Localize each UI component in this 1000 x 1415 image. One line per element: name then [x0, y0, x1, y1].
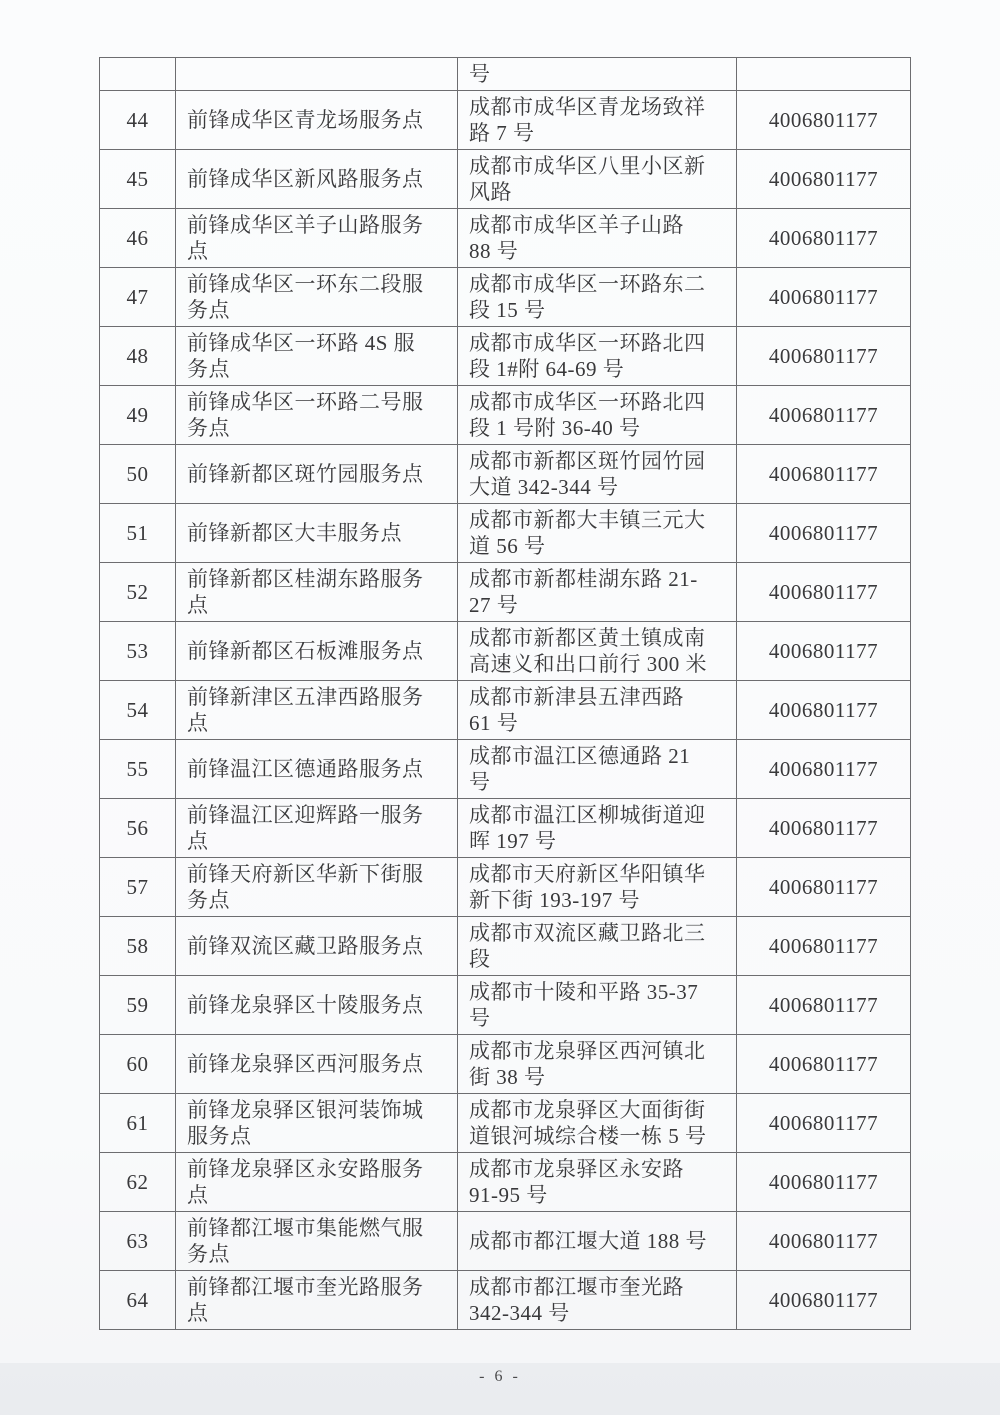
row-number-cell: 61 [100, 1094, 176, 1153]
row-number-cell: 57 [100, 858, 176, 917]
table-row [100, 1035, 911, 1094]
table-row [100, 91, 911, 150]
service-point-name-cell: 前锋成华区新风路服务点 [176, 150, 458, 209]
phone-cell: 4006801177 [737, 799, 911, 858]
row-number-cell: 50 [100, 445, 176, 504]
table-row [100, 563, 911, 622]
phone-cell: 4006801177 [737, 681, 911, 740]
table-row [100, 209, 911, 268]
row-number-cell: 64 [100, 1271, 176, 1330]
phone-cell: 4006801177 [737, 504, 911, 563]
table-row [100, 150, 911, 209]
table-row [100, 622, 911, 681]
phone-cell: 4006801177 [737, 1094, 911, 1153]
address-cell: 成都市成华区一环路东二段 15 号 [458, 268, 737, 327]
service-point-name-cell: 前锋新都区桂湖东路服务点 [176, 563, 458, 622]
table-row [100, 1094, 911, 1153]
table-row [100, 917, 911, 976]
address-cell: 成都市龙泉驿区西河镇北街 38 号 [458, 1035, 737, 1094]
phone-cell: 4006801177 [737, 976, 911, 1035]
address-cell: 成都市新都大丰镇三元大道 56 号 [458, 504, 737, 563]
service-point-name-cell: 前锋成华区一环东二段服务点 [176, 268, 458, 327]
phone-cell: 4006801177 [737, 1271, 911, 1330]
row-number-cell: 48 [100, 327, 176, 386]
phone-cell: 4006801177 [737, 386, 911, 445]
service-point-name-cell: 前锋龙泉驿区银河装饰城服务点 [176, 1094, 458, 1153]
service-point-name-cell: 前锋天府新区华新下街服务点 [176, 858, 458, 917]
service-points-table [99, 57, 911, 1330]
phone-cell: 4006801177 [737, 209, 911, 268]
row-number-cell: 51 [100, 504, 176, 563]
table-row [100, 740, 911, 799]
address-cell: 成都市新都区斑竹园竹园大道 342-344 号 [458, 445, 737, 504]
table-row [100, 1271, 911, 1330]
service-point-name-cell: 前锋都江堰市集能燃气服务点 [176, 1212, 458, 1271]
row-number-cell: 54 [100, 681, 176, 740]
table-row [100, 268, 911, 327]
row-number-cell: 45 [100, 150, 176, 209]
phone-cell: 4006801177 [737, 917, 911, 976]
service-point-name-cell: 前锋龙泉驿区永安路服务点 [176, 1153, 458, 1212]
row-number-cell: 63 [100, 1212, 176, 1271]
service-point-name-cell: 前锋新津区五津西路服务点 [176, 681, 458, 740]
address-cell: 成都市成华区一环路北四段 1#附 64-69 号 [458, 327, 737, 386]
address-cell: 成都市龙泉驿区永安路 91-95 号 [458, 1153, 737, 1212]
phone-cell: 4006801177 [737, 268, 911, 327]
service-point-name-cell: 前锋成华区一环路 4S 服务点 [176, 327, 458, 386]
service-point-name-cell: 前锋新都区石板滩服务点 [176, 622, 458, 681]
phone-cell: 4006801177 [737, 563, 911, 622]
service-point-name-cell: 前锋龙泉驿区西河服务点 [176, 1035, 458, 1094]
address-cell: 成都市新津县五津西路 61 号 [458, 681, 737, 740]
table-row [100, 976, 911, 1035]
phone-cell: 4006801177 [737, 740, 911, 799]
row-number-cell: 56 [100, 799, 176, 858]
row-number-cell: 55 [100, 740, 176, 799]
address-cell: 成都市双流区藏卫路北三段 [458, 917, 737, 976]
address-cell: 成都市成华区青龙场致祥路 7 号 [458, 91, 737, 150]
service-point-name-cell: 前锋成华区羊子山路服务点 [176, 209, 458, 268]
table-row [100, 504, 911, 563]
table-row [100, 681, 911, 740]
service-point-name-cell: 前锋新都区斑竹园服务点 [176, 445, 458, 504]
service-point-name-cell: 前锋双流区藏卫路服务点 [176, 917, 458, 976]
phone-cell: 4006801177 [737, 1153, 911, 1212]
phone-cell: 4006801177 [737, 858, 911, 917]
phone-cell: 4006801177 [737, 150, 911, 209]
table-row [100, 445, 911, 504]
row-number-cell: 60 [100, 1035, 176, 1094]
address-cell: 成都市都江堰市奎光路 342-344 号 [458, 1271, 737, 1330]
row-number-cell: 46 [100, 209, 176, 268]
phone-cell [737, 58, 911, 91]
service-point-name-cell: 前锋成华区青龙场服务点 [176, 91, 458, 150]
address-cell: 成都市新都区黄土镇成南高速义和出口前行 300 米 [458, 622, 737, 681]
row-number-cell: 52 [100, 563, 176, 622]
page-number: - 6 - [479, 1368, 521, 1385]
row-number-cell: 49 [100, 386, 176, 445]
row-number-cell: 44 [100, 91, 176, 150]
address-cell: 成都市天府新区华阳镇华新下街 193-197 号 [458, 858, 737, 917]
table-row [100, 1212, 911, 1271]
phone-cell: 4006801177 [737, 1212, 911, 1271]
row-number-cell [100, 58, 176, 91]
address-cell: 成都市成华区羊子山路 88 号 [458, 209, 737, 268]
service-point-name-cell: 前锋温江区德通路服务点 [176, 740, 458, 799]
service-point-name-cell: 前锋成华区一环路二号服务点 [176, 386, 458, 445]
phone-cell: 4006801177 [737, 1035, 911, 1094]
service-point-name-cell: 前锋都江堰市奎光路服务点 [176, 1271, 458, 1330]
table-row [100, 1153, 911, 1212]
table-row-continuation [100, 58, 911, 91]
row-number-cell: 58 [100, 917, 176, 976]
table-row [100, 386, 911, 445]
row-number-cell: 62 [100, 1153, 176, 1212]
address-cell: 成都市成华区八里小区新风路 [458, 150, 737, 209]
address-cell: 成都市都江堰大道 188 号 [458, 1212, 737, 1271]
row-number-cell: 59 [100, 976, 176, 1035]
row-number-cell: 47 [100, 268, 176, 327]
service-point-name-cell: 前锋温江区迎辉路一服务点 [176, 799, 458, 858]
address-cell: 成都市十陵和平路 35-37 号 [458, 976, 737, 1035]
phone-cell: 4006801177 [737, 622, 911, 681]
phone-cell: 4006801177 [737, 91, 911, 150]
address-cell: 成都市温江区德通路 21 号 [458, 740, 737, 799]
row-number-cell: 53 [100, 622, 176, 681]
phone-cell: 4006801177 [737, 327, 911, 386]
service-point-name-cell [176, 58, 458, 91]
address-cell: 成都市龙泉驿区大面街街道银河城综合楼一栋 5 号 [458, 1094, 737, 1153]
table-row [100, 799, 911, 858]
phone-cell: 4006801177 [737, 445, 911, 504]
table-row [100, 858, 911, 917]
address-cell: 成都市成华区一环路北四段 1 号附 36-40 号 [458, 386, 737, 445]
address-cell: 号 [458, 58, 737, 91]
table-row [100, 327, 911, 386]
service-point-name-cell: 前锋龙泉驿区十陵服务点 [176, 976, 458, 1035]
service-point-name-cell: 前锋新都区大丰服务点 [176, 504, 458, 563]
address-cell: 成都市新都桂湖东路 21-27 号 [458, 563, 737, 622]
address-cell: 成都市温江区柳城街道迎晖 197 号 [458, 799, 737, 858]
